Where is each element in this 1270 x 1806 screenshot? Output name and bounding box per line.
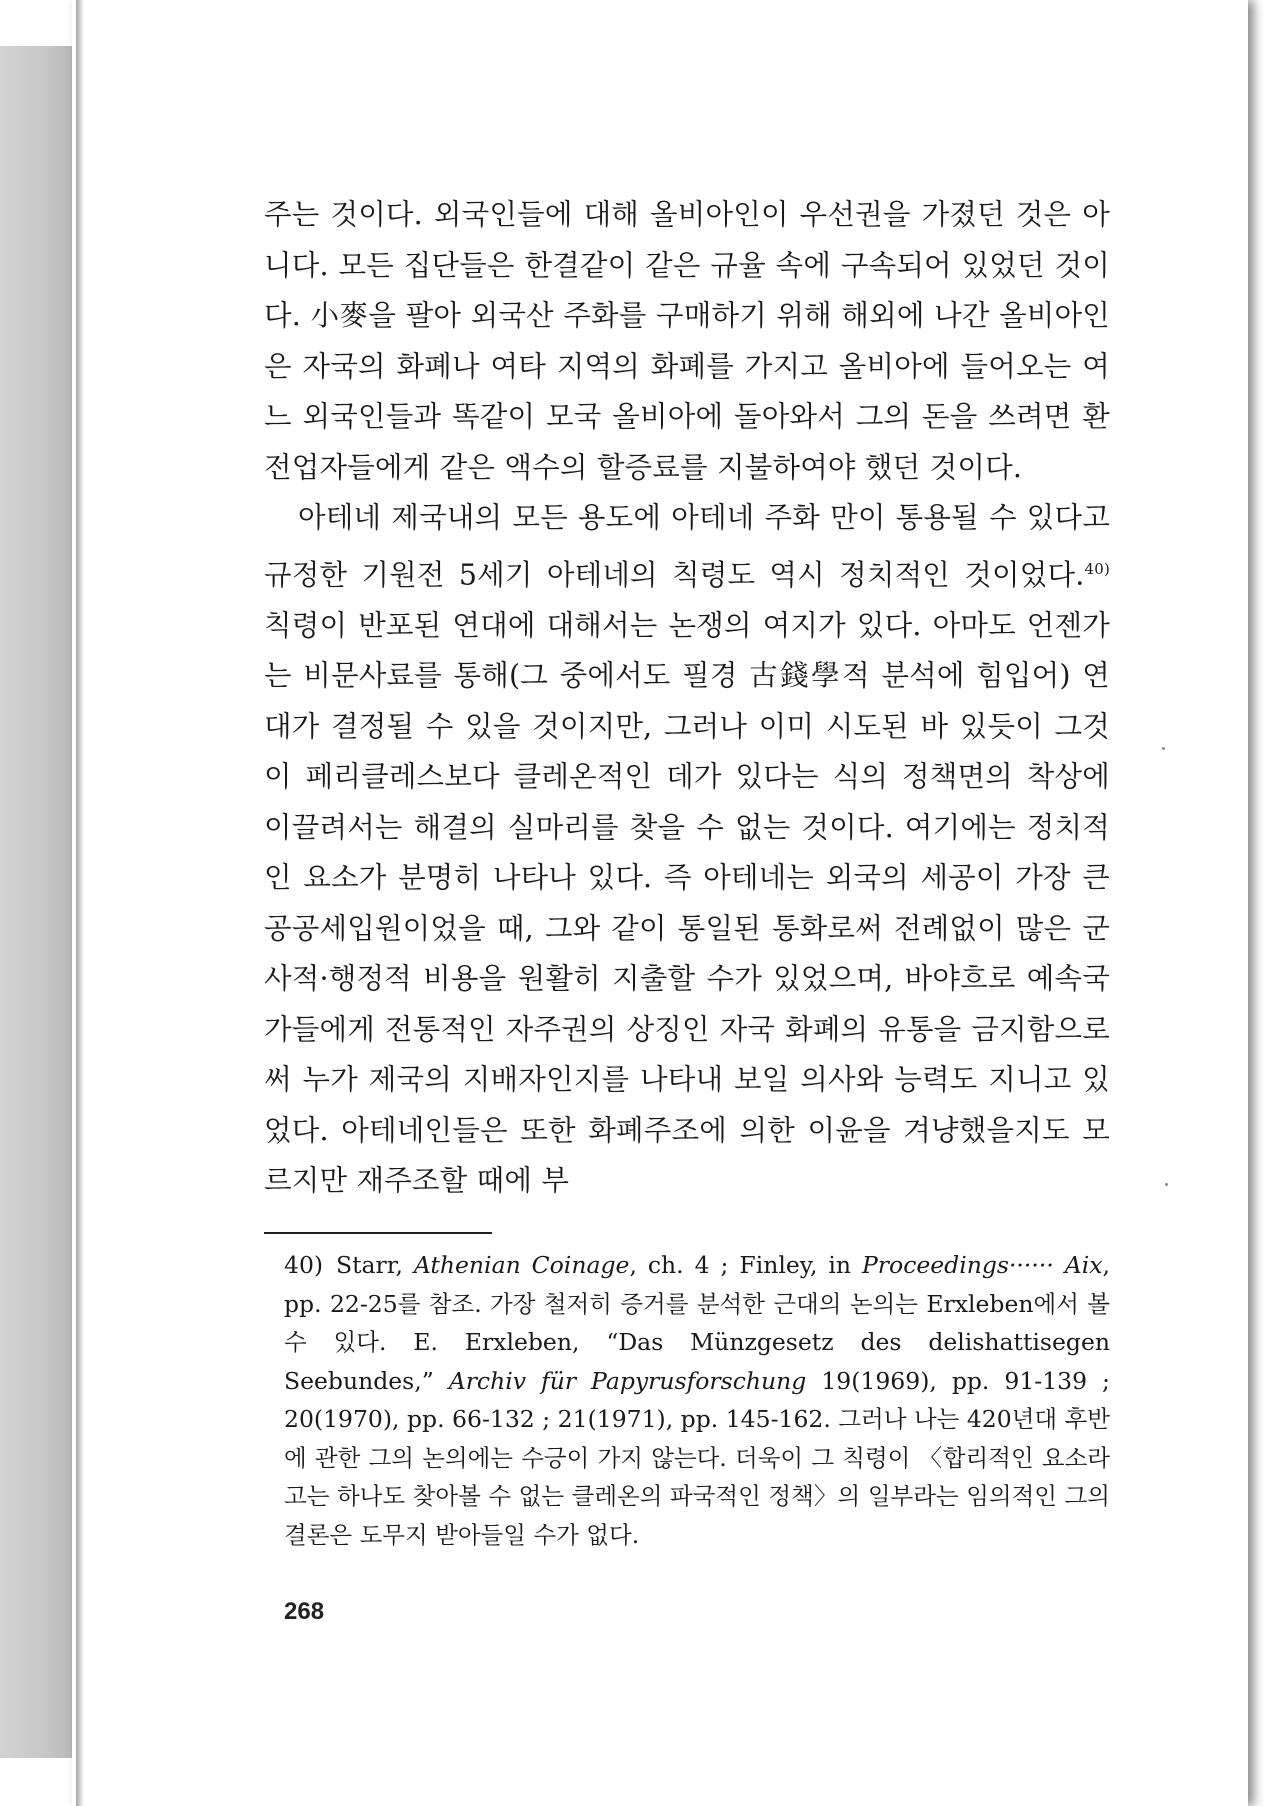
footnote-40 [284, 1246, 1110, 1554]
footnote-ref-40: 40) [1084, 559, 1110, 578]
footnote-text [284, 1251, 1110, 1549]
footnote-divider [264, 1232, 492, 1234]
footnote-text-run: 19(1969), pp. 91-139 ; 20(1970), pp. 66-132 ; 21(1971), pp. 145-162. 그러나 나는 420년대 후반에 관한 그의 논의에는 수긍이 가지 않는다. 더욱이 그 칙령이 〈합리적인 요소라고는 하나도 찾아볼 수 없는 클레온의 파국적인 정책〉의 일부라는 임의적인 그의 결론은 도무지 받아들일 수가 없다. [284, 1366, 1110, 1549]
paragraph-1: 주는 것이다. 외국인들에 대해 올비아인이 우선권을 가졌던 것은 아니다. 모든 집단들은 한결같이 같은 규율 속에 구속되어 있었던 것이다. 小麥을 팔아 외국산 주화를 구매하기 위해 해외에 나간 올비아인은 자국의 화폐나 여타 지역의 화폐를 가지고 올비아에 들어오는 여느 외국인들과 똑같이 모국 올비아에 돌아와서 그의 돈을 쓰려면 환전업자들에게 같은 액수의 할증료를 지불하여야 했던 것이다. [264, 198, 1110, 484]
footnote-text-run: Starr, [336, 1251, 414, 1279]
body-text [264, 190, 1110, 1207]
footnote-italic-title: Proceedings······ Aix [862, 1251, 1103, 1279]
footnote-number: 40) [284, 1251, 324, 1279]
book-spine [0, 46, 80, 1758]
paragraph-2-text-before: 아테네 제국내의 모든 용도에 아테네 주화 만이 통용될 수 있다고 규정한 기원전 5세기 아테네의 칙령도 역시 정치적인 것이었다. [264, 501, 1110, 591]
scan-speck [1162, 747, 1165, 750]
footnote-italic-title: Archiv für Papyrusforschung [448, 1366, 807, 1395]
footnote-text-run: , pp. 22-25를 참조. 가장 철저히 증거를 분석한 근대의 논의는 Erxleben에서 볼 수 있다. E. Erxleben, “Das Münzgesetz des delishattisegen Seebundes,” [284, 1251, 1110, 1395]
scan-speck [1165, 1183, 1168, 1186]
footnote-italic-title: Athenian Coinage [413, 1251, 630, 1279]
page-edge-shadow [76, 0, 84, 1806]
paragraph-2 [264, 493, 1110, 1207]
paragraph-2-text-after: 칙령이 반포된 연대에 대해서는 논쟁의 여지가 있다. 아마도 언젠가는 비문사료를 통해(그 중에서도 필경 古錢學적 분석에 힘입어) 연대가 결정될 수 있을 것이지만, 그러나 이미 시도된 바 있듯이 그것이 페리클레스보다 클레온적인 데가 있다는 식의 정책면의 착상에 이끌려서는 해결의 실마리를 찾을 수 없는 것이다. 여기에는 정치적인 요소가 분명히 나타나 있다. 즉 아테네는 외국의 세공이 가장 큰 공공세입원이었을 때, 그와 같이 통일된 통화로써 전례없이 많은 군사적·행정적 비용을 원활히 지출할 수가 있었으며, 바야흐로 예속국가들에게 전통적인 자주권의 상징인 자국 화폐의 유통을 금지함으로써 누가 제국의 지배자인지를 나타내 보일 의사와 능력도 지니고 있었다. 아테네인들은 또한 화폐주조에 의한 이윤을 겨냥했을지도 모르지만 재주조할 때에 부 [264, 608, 1110, 1197]
page-number: 268 [284, 1598, 325, 1625]
footnote-text-run: , ch. 4 ; Finley, in [629, 1251, 862, 1279]
